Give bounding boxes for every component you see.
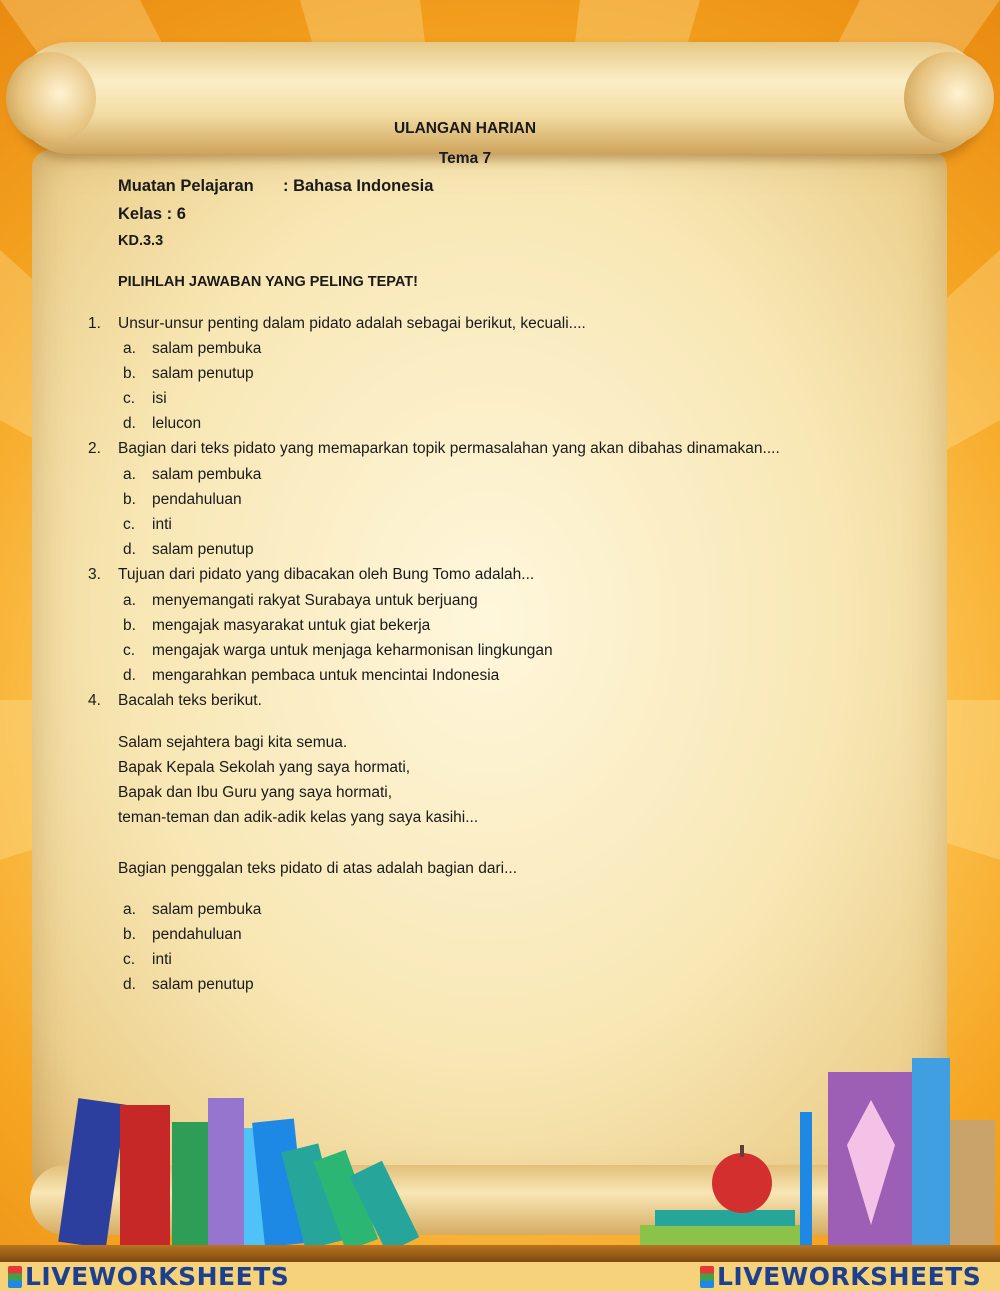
option-text[interactable]: salam penutup <box>152 541 254 558</box>
option-text[interactable]: salam pembuka <box>152 340 262 357</box>
option-letter: c. <box>123 642 136 659</box>
option-text[interactable]: inti <box>152 516 172 533</box>
liveworksheets-logo-left[interactable] <box>8 1262 289 1291</box>
liveworksheets-logo-right[interactable] <box>700 1262 981 1291</box>
option-letter: b. <box>123 491 136 508</box>
option-text[interactable]: pendahuluan <box>152 491 242 508</box>
question-text: Bacalah teks berikut. <box>118 692 262 709</box>
question-text: Bagian dari teks pidato yang memaparkan topik permasalahan yang akan dibahas dinamakan.... <box>118 440 780 457</box>
option-text[interactable]: pendahuluan <box>152 926 242 943</box>
book <box>800 1112 812 1245</box>
option-text[interactable]: lelucon <box>152 415 202 432</box>
subject-label: Muatan Pelajaran <box>118 177 254 195</box>
kd-label: KD.3.3 <box>118 233 164 249</box>
option-text[interactable]: mengajak warga untuk menjaga keharmonisan lingkungan <box>152 642 553 659</box>
book <box>640 1225 800 1245</box>
worksheet-theme: Tema 7 <box>438 150 492 167</box>
subject-value: : Bahasa Indonesia <box>283 177 434 195</box>
option-letter: d. <box>123 415 136 432</box>
option-letter: c. <box>123 390 136 407</box>
option-letter: c. <box>123 951 136 968</box>
option-letter: b. <box>123 365 136 382</box>
option-letter: d. <box>123 976 136 993</box>
option-letter: c. <box>123 516 136 533</box>
apple-stem <box>740 1145 744 1157</box>
logo-text: LIVEWORKSHEETS <box>717 1262 982 1291</box>
left-books <box>58 1098 419 1250</box>
option-letter: d. <box>123 541 136 558</box>
option-letter: a. <box>123 901 136 918</box>
class-label: Kelas : 6 <box>118 205 186 223</box>
book <box>655 1210 795 1226</box>
question-number: 1. <box>88 315 101 332</box>
option-letter: a. <box>123 592 136 609</box>
option-letter: a. <box>123 466 136 483</box>
liveworksheets-icon <box>700 1266 714 1288</box>
question-number: 3. <box>88 566 101 583</box>
apple-icon <box>712 1153 772 1213</box>
option-letter: b. <box>123 926 136 943</box>
right-books <box>640 1058 995 1245</box>
question-text: Tujuan dari pidato yang dibacakan oleh Bung Tomo adalah... <box>118 566 535 583</box>
option-text[interactable]: salam penutup <box>152 976 254 993</box>
option-text[interactable]: inti <box>152 951 172 968</box>
liveworksheets-icon <box>8 1266 22 1288</box>
option-letter: a. <box>123 340 136 357</box>
passage-line: Bapak dan Ibu Guru yang saya hormati, <box>118 784 392 801</box>
bookshelf <box>0 1245 1000 1263</box>
book <box>912 1058 950 1245</box>
book <box>172 1122 210 1245</box>
book <box>208 1098 244 1245</box>
question-number: 4. <box>88 692 101 709</box>
logo-text: LIVEWORKSHEETS <box>25 1262 290 1291</box>
passage-line: Bapak Kepala Sekolah yang saya hormati, <box>118 759 411 776</box>
book <box>58 1098 126 1248</box>
option-text[interactable]: isi <box>152 390 167 407</box>
option-text[interactable]: menyemangati rakyat Surabaya untuk berjuang <box>152 592 478 609</box>
passage-line: Salam sejahtera bagi kita semua. <box>118 734 348 751</box>
option-text[interactable]: salam penutup <box>152 365 254 382</box>
question-number: 2. <box>88 440 101 457</box>
option-text[interactable]: mengarahkan pembaca untuk mencintai Indonesia <box>152 667 500 684</box>
instruction: PILIHLAH JAWABAN YANG PELING TEPAT! <box>118 274 418 290</box>
worksheet-title: ULANGAN HARIAN <box>393 120 537 137</box>
option-letter: d. <box>123 667 136 684</box>
question-text: Unsur-unsur penting dalam pidato adalah sebagai berikut, kecuali.... <box>118 315 586 332</box>
option-text[interactable]: salam pembuka <box>152 466 262 483</box>
books-illustration <box>0 1050 1000 1250</box>
option-text[interactable]: salam pembuka <box>152 901 262 918</box>
book <box>120 1105 170 1245</box>
book <box>950 1120 995 1245</box>
option-text[interactable]: mengajak masyarakat untuk giat bekerja <box>152 617 431 634</box>
option-letter: b. <box>123 617 136 634</box>
question-prompt: Bagian penggalan teks pidato di atas adalah bagian dari... <box>118 860 517 877</box>
passage-line: teman-teman dan adik-adik kelas yang saya kasihi... <box>118 809 479 826</box>
